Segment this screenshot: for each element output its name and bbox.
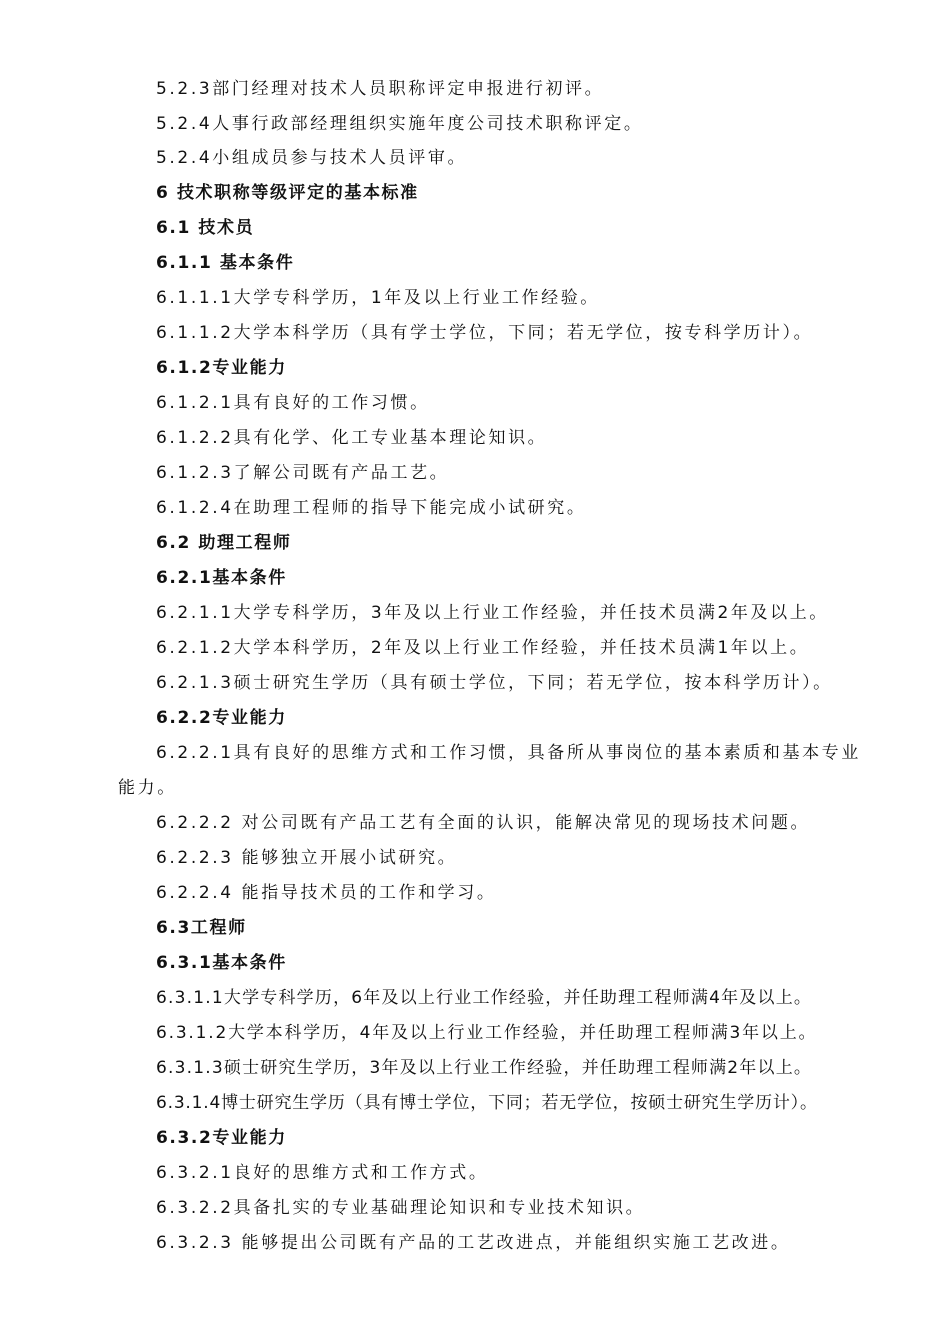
- section-6-1-heading: 6.1 技术员: [156, 218, 255, 238]
- clause-6-2-2-2: 6.2.2.2 对公司既有产品工艺有全面的认识，能解决常见的现场技术问题。: [156, 813, 811, 833]
- clause-5-2-3: 5.2.3部门经理对技术人员职称评定申报进行初评。: [156, 79, 605, 99]
- clause-5-2-4-b: 5.2.4小组成员参与技术人员评审。: [156, 148, 468, 168]
- clause-5-2-4-a: 5.2.4人事行政部经理组织实施年度公司技术职称评定。: [156, 114, 644, 134]
- clause-6-1-2-3: 6.1.2.3了解公司既有产品工艺。: [156, 463, 450, 483]
- clause-6-3-2-1: 6.3.2.1良好的思维方式和工作方式。: [156, 1163, 489, 1183]
- clause-6-1-1-2: 6.1.1.2大学本科学历（具有学士学位，下同；若无学位，按专科学历计）。: [156, 323, 814, 343]
- section-6-3-1-heading: 6.3.1基本条件: [156, 953, 287, 973]
- section-6-2-heading: 6.2 助理工程师: [156, 533, 292, 553]
- clause-6-1-2-1: 6.1.2.1具有良好的工作习惯。: [156, 393, 430, 413]
- clause-6-2-2-4: 6.2.2.4 能指导技术员的工作和学习。: [156, 883, 497, 903]
- clause-6-3-1-4: 6.3.1.4博士研究生学历（具有博士学位，下同；若无学位，按硕士研究生学历计）。: [156, 1093, 818, 1113]
- clause-6-1-1-1: 6.1.1.1大学专科学历，1年及以上行业工作经验。: [156, 288, 600, 308]
- clause-6-3-2-2: 6.3.2.2具备扎实的专业基础理论知识和专业技术知识。: [156, 1198, 646, 1218]
- section-6-heading: 6 技术职称等级评定的基本标准: [156, 183, 419, 203]
- clause-6-2-1-2: 6.2.1.2大学本科学历，2年及以上行业工作经验，并任技术员满1年以上。: [156, 638, 810, 658]
- section-6-2-2-heading: 6.2.2专业能力: [156, 708, 287, 728]
- clause-6-2-2-1-continuation: 能力。: [118, 778, 177, 798]
- clause-6-2-1-3: 6.2.1.3硕士研究生学历（具有硕士学位，下同；若无学位，按本科学历计）。: [156, 673, 833, 693]
- clause-6-3-1-3: 6.3.1.3硕士研究生学历，3年及以上行业工作经验，并任助理工程师满2年以上。: [156, 1058, 813, 1078]
- section-6-1-1-heading: 6.1.1 基本条件: [156, 253, 295, 273]
- section-6-3-2-heading: 6.3.2专业能力: [156, 1128, 287, 1148]
- clause-6-3-2-3: 6.3.2.3 能够提出公司既有产品的工艺改进点，并能组织实施工艺改进。: [156, 1233, 791, 1253]
- clause-6-1-2-4: 6.1.2.4在助理工程师的指导下能完成小试研究。: [156, 498, 587, 518]
- clause-6-2-2-3: 6.2.2.3 能够独立开展小试研究。: [156, 848, 458, 868]
- clause-6-2-2-1: 6.2.2.1具有良好的思维方式和工作习惯，具备所从事岗位的基本素质和基本专业: [156, 743, 861, 763]
- section-6-1-2-heading: 6.1.2专业能力: [156, 358, 287, 378]
- clause-6-2-1-1: 6.2.1.1大学专科学历，3年及以上行业工作经验，并任技术员满2年及以上。: [156, 603, 829, 623]
- clause-6-3-1-1: 6.3.1.1大学专科学历，6年及以上行业工作经验，并任助理工程师满4年及以上。: [156, 988, 813, 1008]
- clause-6-1-2-2: 6.1.2.2具有化学、化工专业基本理论知识。: [156, 428, 548, 448]
- section-6-2-1-heading: 6.2.1基本条件: [156, 568, 287, 588]
- section-6-3-heading: 6.3工程师: [156, 918, 247, 938]
- clause-6-3-1-2: 6.3.1.2大学本科学历，4年及以上行业工作经验，并任助理工程师满3年以上。: [156, 1023, 818, 1043]
